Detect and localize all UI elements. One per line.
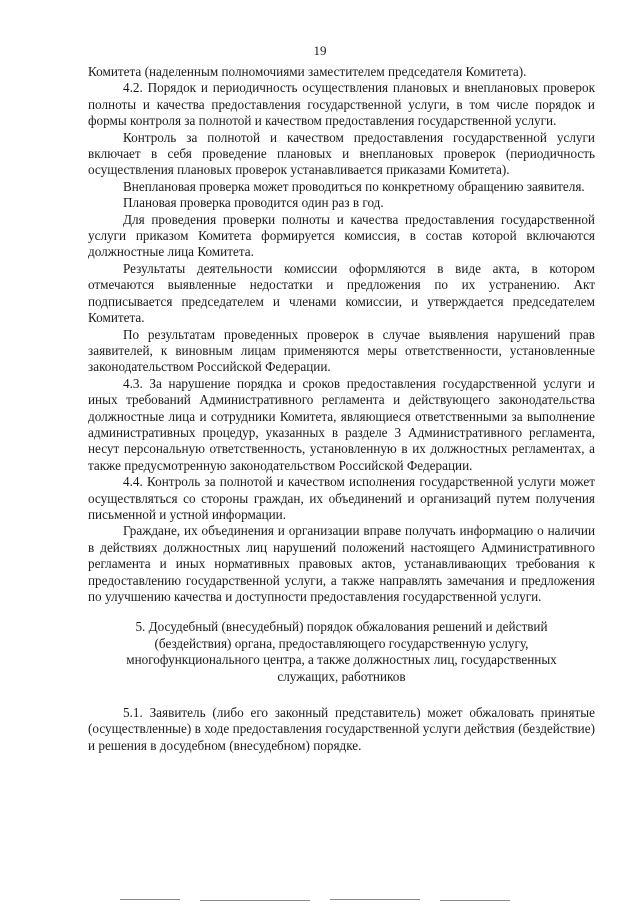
paragraph: 4.2. Порядок и периодичность осуществления плановых и внеплановых проверок полноты и качества предоставления государственной услуги, в том числе порядок и формы контроля за полнотой и качеством предоставления государственной услуги. bbox=[88, 80, 595, 129]
paragraph: Для проведения проверки полноты и качества предоставления государственной услуги приказом Комитета формируется комиссия, в состав которой включаются должностные лица Комитета. bbox=[88, 211, 595, 260]
paragraph: 4.4. Контроль за полнотой и качеством исполнения государственной услуги может осуществляться со стороны граждан, их объединений и организаций путем получения письменной и устной информации. bbox=[88, 474, 595, 522]
paragraph: Результаты деятельности комиссии оформляются в виде акта, в котором отмечаются выявленные недостатки и предложения по их устранению. Акт подписывается председателем и членами комиссии, и утверждается председателем Комитета. bbox=[88, 260, 595, 326]
scan-artifact bbox=[120, 899, 180, 900]
section-heading: 5. Досудебный (внесудебный) порядок обжалования решений и действий (бездействия) органа, предоставляющего государственную услугу, многофункционального центра, а также должностных лиц, государственных служащих, работников bbox=[126, 619, 557, 684]
document-body bbox=[88, 64, 595, 754]
scan-artifact bbox=[200, 900, 310, 901]
page-number: 19 bbox=[313, 43, 327, 58]
paragraph: Граждане, их объединения и организации вправе получать информацию о наличии в действиях должностных лиц нарушений положений настоящего Административного регламента и иных нормативных правовых актов, устанавливающих требования к предоставлению государственной услуги, а также направлять замечания и предложения по улучшению качества и доступности предоставления государственной услуги. bbox=[88, 523, 595, 604]
paragraph: Плановая проверка проводится один раз в год. bbox=[123, 195, 384, 211]
scan-artifact bbox=[440, 900, 510, 901]
paragraph: 4.3. За нарушение порядка и сроков предоставления государственной услуги и иных требований Административного регламента и действующего законодательства должностные лица и сотрудники Комитета, являющиеся ответственными за выполнение административных процедур, указанных в разделе 3 Административного регламента, несут персональную ответственность, установленную в их должностных регламентах, а также предусмотренную законодательством Российской Федерации. bbox=[88, 375, 595, 473]
paragraph: 5.1. Заявитель (либо его законный представитель) может обжаловать принятые (осуществленные) в ходе предоставления государственной услуги действия (бездействие) и решения в досудебном (внесудебном) порядке. bbox=[88, 705, 595, 753]
paragraph: Комитета (наделенным полномочиями заместителем председателя Комитета). bbox=[88, 64, 527, 79]
paragraph: Контроль за полнотой и качеством предоставления государственной услуги включает в себя проведение плановых и внеплановых проверок (периодичность осуществления плановых проверок устанавливается приказами Комитета). bbox=[88, 129, 595, 178]
scan-artifact bbox=[330, 899, 420, 900]
paragraph: Внеплановая проверка может проводиться по конкретному обращению заявителя. bbox=[123, 178, 585, 194]
paragraph: По результатам проведенных проверок в случае выявления нарушений прав заявителей, к виновным лицам применяются меры ответственности, установленные законодательством Российской Федерации. bbox=[88, 326, 595, 375]
